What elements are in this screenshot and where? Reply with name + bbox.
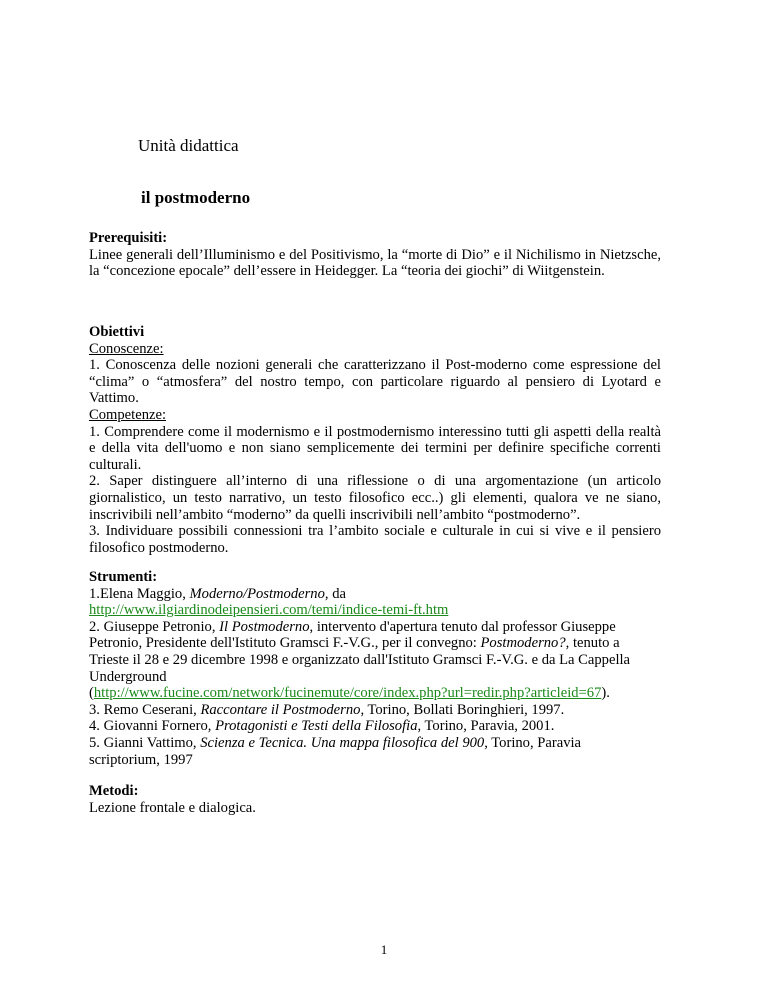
competenze-label: Competenze: <box>89 406 166 423</box>
section-strumenti <box>89 569 661 768</box>
strumenti-heading: Strumenti: <box>89 569 158 585</box>
strumenti-item-1: 1.Elena Maggio, Moderno/Postmoderno, da <box>89 585 346 602</box>
conoscenze-label: Conoscenze: <box>89 340 164 357</box>
competenze-item-2: 2. Saper distinguere all’interno di una riflessione o di una argomentazione (un articolo giornalistico, un testo narrativo, un testo filosofico ecc..) gli elementi, qualora ve ne siano, inscrivibili nell’ambito “moderno” da quelli inscrivibili nell’ambito “postmoderno”. <box>89 473 661 523</box>
section-prerequisiti <box>89 230 661 280</box>
strumenti-item-2-line4: Underground <box>89 668 167 685</box>
prerequisiti-text: Linee generali dell’Illuminismo e del Positivismo, la “morte di Dio” e il Nichilismo in Nietzsche, la “concezione epocale” dell’essere in Heidegger. La “teoria dei giochi” di Wiitgenstein. <box>89 246 661 280</box>
strumenti-item-4: 4. Giovanni Fornero, Protagonisti e Testi della Filosofia, Torino, Paravia, 2001. <box>89 718 555 735</box>
section-metodi <box>89 783 661 816</box>
strumenti-item-2-line5: (http://www.fucine.com/network/fucinemute/core/index.php?url=redir.php?articleid=67). <box>89 685 610 702</box>
strumenti-item-1-link-line <box>89 602 661 619</box>
competenze-item-3: 3. Individuare possibili connessioni tra l’ambito sociale e culturale in cui si vive e il pensiero filosofico postmoderno. <box>89 523 661 556</box>
strumenti-item-2-line2: Petronio, Presidente dell'Istituto Gramsci F.-V.G., per il convegno: Postmoderno?, tenuto a <box>89 635 620 652</box>
conoscenze-item-1: 1. Conoscenza delle nozioni generali che caratterizzano il Post-moderno come espressione del “clima” o “atmosfera” del nostro tempo, con particolare riguardo al pensiero di Lyotard e Vattimo. <box>89 357 661 407</box>
document-title: il postmoderno <box>141 188 251 207</box>
link-fucine[interactable]: http://www.fucine.com/network/fucinemute/core/index.php?url=redir.php?articleid=67 <box>93 685 602 702</box>
strumenti-item-5-line2: scriptorium, 1997 <box>89 751 193 768</box>
document-kicker: Unità didattica <box>138 136 239 155</box>
metodi-text: Lezione frontale e dialogica. <box>89 799 256 816</box>
section-obiettivi <box>89 324 661 556</box>
competenze-item-1: 1. Comprendere come il modernismo e il postmodernismo interessino tutti gli aspetti della realtà e della vita dell'uomo e non siano semplicemente dei termini per definire specifiche correnti culturali. <box>89 423 661 473</box>
strumenti-item-5: 5. Gianni Vattimo, Scienza e Tecnica. Una mappa filosofica del 900, Torino, Paravia <box>89 734 582 751</box>
prerequisiti-heading: Prerequisiti: <box>89 230 168 246</box>
obiettivi-heading: Obiettivi <box>89 324 145 340</box>
link-ilgiardinodeipensieri[interactable]: http://www.ilgiardinodeipensieri.com/temi/indice-temi-ft.htm <box>89 602 449 619</box>
strumenti-item-3: 3. Remo Ceserani, Raccontare il Postmoderno, Torino, Bollati Boringhieri, 1997. <box>89 701 565 718</box>
page-number: 1 <box>380 942 388 957</box>
metodi-heading: Metodi: <box>89 783 139 799</box>
strumenti-item-2-line3: Trieste il 28 e 29 dicembre 1998 e organizzato dall'Istituto Gramsci F.-V.G. e da La Cappella <box>89 651 631 668</box>
strumenti-item-2: 2. Giuseppe Petronio, Il Postmoderno, intervento d'apertura tenuto dal professor Giuseppe <box>89 618 616 635</box>
